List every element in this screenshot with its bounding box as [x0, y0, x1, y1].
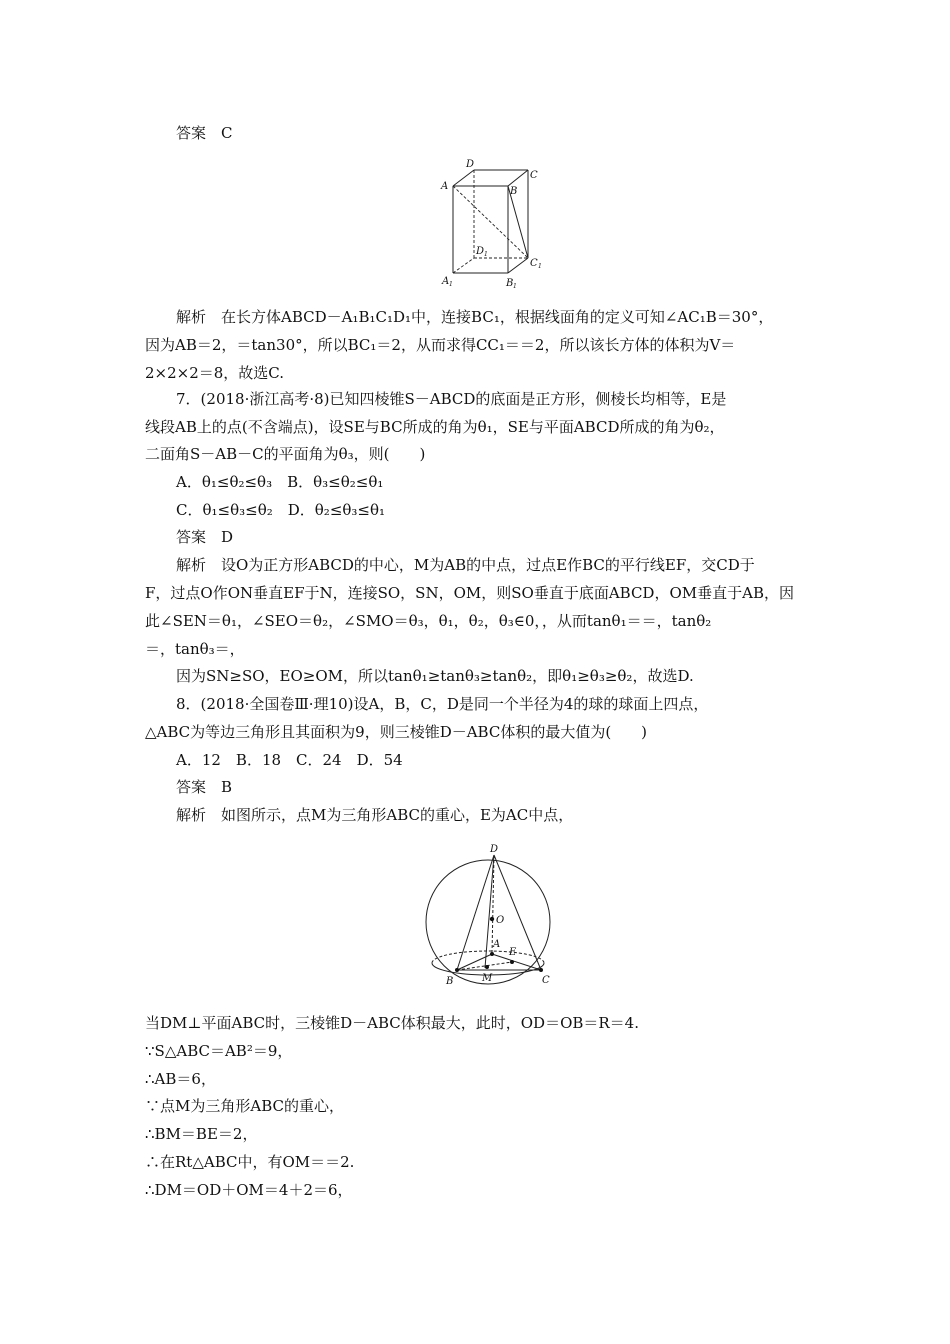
label-A1: A	[442, 276, 450, 287]
solution-7-line-5: 因为SN≥SO，EO≥OM，所以tanθ₁≥tanθ₃≥tanθ₂，即θ₁≥θ₃≥θ₂，故选D.	[176, 667, 694, 685]
question-8-options: A．12 B．18 C．24 D．54	[176, 751, 403, 769]
label-B1-sub: 1	[513, 283, 517, 290]
question-8-line-2: △ABC为等边三角形且其面积为9，则三棱锥D－ABC体积的最大值为( )	[145, 723, 648, 741]
solution-8-line-6: ∴BM＝BE＝2，	[145, 1125, 258, 1143]
solution-7-line-1: 解析 设O为正方形ABCD的中心，M为AB的中点，过点E作BC的平行线EF，交CD于	[176, 556, 755, 574]
question-7-line-3: 二面角S－AB－C的平面角为θ₃，则( )	[145, 445, 426, 463]
question-7-options-cd: C．θ₁≤θ₃≤θ₂ D．θ₂≤θ₃≤θ₁	[176, 501, 386, 519]
solution-8-line-7: ∴在Rt△ABC中，有OM＝＝2.	[145, 1153, 355, 1171]
sphere-pyramid-figure	[420, 842, 556, 992]
cuboid-figure	[436, 158, 556, 290]
label-A1-sub: 1	[449, 281, 453, 288]
solution-7-line-4: ＝，tanθ₃＝，	[145, 640, 245, 658]
solution-line-3: 2×2×2＝8，故选C.	[145, 364, 285, 382]
label-D1-sub: 1	[484, 251, 488, 258]
solution-7-line-2: F，过点O作ON垂直EF于N，连接SO，SN，OM，则SO垂直于底面ABCD，OM垂直于AB，因	[145, 584, 794, 602]
question-7-line-2: 线段AB上的点(不含端点)，设SE与BC所成的角为θ₁，SE与平面ABCD所成的角为θ₂，	[145, 418, 725, 436]
answer-line-6: 答案 C	[176, 124, 233, 142]
solution-line-2: 因为AB＝2，＝tan30°，所以BC₁＝2，从而求得CC₁＝＝2，所以该长方体的体积为V＝	[145, 336, 736, 354]
label-A: A	[441, 181, 449, 192]
label-D: D	[490, 844, 499, 855]
label-C1-sub: 1	[538, 263, 542, 270]
label-E: E	[509, 947, 517, 958]
question-7-line-1: 7．(2018·浙江高考·8)已知四棱锥S－ABCD的底面是正方形，侧棱长均相等，E是	[176, 390, 727, 408]
label-B1: B	[506, 278, 514, 289]
solution-8-line-2: 当DM⊥平面ABC时，三棱锥D－ABC体积最大，此时，OD＝OB＝R＝4.	[145, 1014, 639, 1032]
solution-8-line-8: ∴DM＝OD＋OM＝4＋2＝6，	[145, 1181, 353, 1199]
solution-line-1: 解析 在长方体ABCD－A₁B₁C₁D₁中，连接BC₁，根据线面角的定义可知∠AC₁B＝30°，	[176, 308, 774, 326]
solution-8-line-1: 解析 如图所示，点M为三角形ABC的重心，E为AC中点，	[176, 806, 574, 824]
question-7-options-ab: A．θ₁≤θ₂≤θ₃ B．θ₃≤θ₂≤θ₁	[176, 473, 384, 491]
label-A: A	[493, 939, 501, 950]
label-C1: C	[530, 258, 538, 269]
solution-8-line-5: ∵点M为三角形ABC的重心，	[145, 1097, 344, 1115]
label-O: O	[496, 915, 505, 926]
solution-8-line-4: ∴AB＝6，	[145, 1070, 216, 1088]
label-D1: D	[476, 246, 485, 257]
answer-line-7: 答案 D	[176, 528, 234, 546]
solution-7-line-3: 此∠SEN＝θ₁，∠SEO＝θ₂，∠SMO＝θ₃，θ₁，θ₂，θ₃∈0，，从而tanθ₁＝＝，tanθ₂	[145, 612, 712, 630]
label-B: B	[446, 976, 454, 987]
label-C: C	[530, 170, 538, 181]
question-8-line-1: 8．(2018·全国卷Ⅲ·理10)设A，B，C，D是同一个半径为4的球的球面上四点，	[176, 695, 709, 713]
label-M: M	[482, 973, 493, 984]
solution-8-line-3: ∵S△ABC＝AB²＝9，	[145, 1042, 293, 1060]
label-C: C	[542, 975, 550, 986]
label-B: B	[510, 186, 518, 197]
answer-line-8: 答案 B	[176, 778, 233, 796]
label-D: D	[466, 159, 475, 170]
